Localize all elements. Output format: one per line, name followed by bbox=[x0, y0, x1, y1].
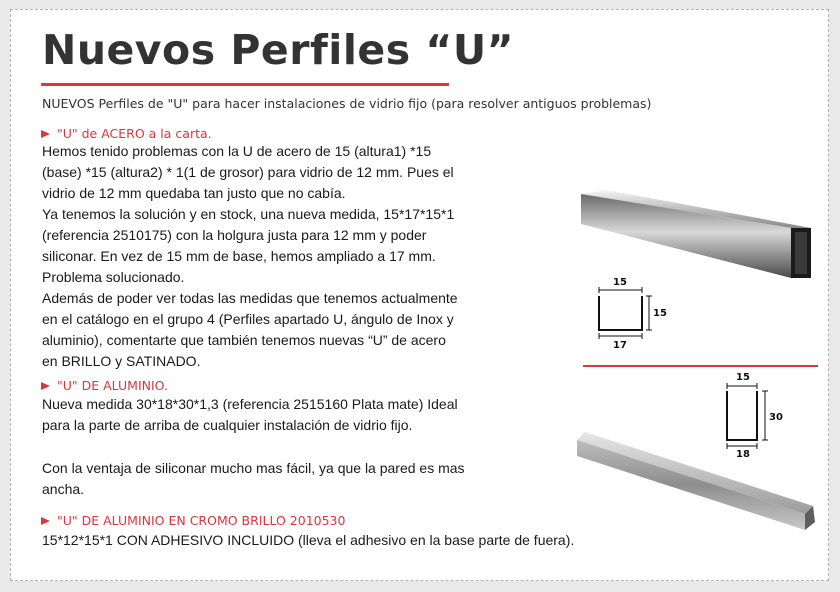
section-heading-cromo bbox=[41, 513, 345, 528]
text-line: (referencia 2510175) con la holgura justa para 12 mm y poder bbox=[42, 227, 427, 243]
triangle-bullet-icon bbox=[41, 517, 50, 525]
text-line: Además de poder ver todas las medidas que tenemos actualmente bbox=[42, 290, 458, 306]
steel-u-profile-image bbox=[579, 188, 819, 280]
triangle-bullet-icon bbox=[41, 382, 50, 390]
section-body-acero bbox=[42, 141, 458, 372]
section-body-aluminio bbox=[42, 394, 458, 436]
section-heading-aluminio bbox=[41, 378, 168, 393]
page-subtitle: NUEVOS Perfiles de "U" para hacer instalaciones de vidrio fijo (para resolver antiguos problemas) bbox=[42, 96, 652, 111]
triangle-bullet-icon bbox=[41, 130, 50, 138]
text-line: Problema solucionado. bbox=[42, 269, 185, 285]
title-underline bbox=[41, 83, 449, 86]
section-heading-label: "U" de ACERO a la carta. bbox=[57, 126, 212, 141]
text-line: en el catálogo en el grupo 4 (Perfiles apartado U, ángulo de Inox y bbox=[42, 311, 454, 327]
text-line: siliconar. En vez de 15 mm de base, hemos ampliado a 17 mm. bbox=[42, 248, 436, 264]
text-line: ancha. bbox=[42, 481, 85, 497]
text-line: (base) *15 (altura2) * 1(1 de grosor) para vidrio de 12 mm. Pues el bbox=[42, 164, 454, 180]
text-line: Con la ventaja de siliconar mucho mas fácil, ya que la pared es mas bbox=[42, 460, 465, 476]
page-title: Nuevos Perfiles “U” bbox=[42, 26, 515, 74]
dim-top-label: 15 bbox=[736, 372, 750, 383]
text-line: aluminio), comentarte que también tenemos nuevas “U” de acero bbox=[42, 332, 446, 348]
dim-bottom-label: 17 bbox=[613, 340, 627, 350]
section-body-aluminio-2 bbox=[42, 458, 465, 500]
section-heading-label: "U" DE ALUMINIO EN CROMO BRILLO 2010530 bbox=[57, 513, 346, 528]
dim-bottom-label: 18 bbox=[736, 449, 750, 458]
text-line: en BRILLO y SATINADO. bbox=[42, 353, 201, 369]
side-divider bbox=[583, 365, 818, 367]
dim-top-label: 15 bbox=[613, 277, 627, 288]
text-line: Hemos tenido problemas con la U de acero de 15 (altura1) *15 bbox=[42, 143, 432, 159]
section-heading-acero bbox=[41, 126, 212, 141]
dim-side-label: 15 bbox=[653, 308, 667, 319]
text-line: vidrio de 12 mm quedaba tan justo que no cabía. bbox=[42, 185, 346, 201]
text-line: 15*12*15*1 CON ADHESIVO INCLUIDO (lleva el adhesivo en la base parte de fuera). bbox=[42, 532, 575, 548]
dim-side-label: 30 bbox=[769, 412, 783, 423]
steel-u-dimension-diagram bbox=[589, 272, 669, 350]
section-heading-label: "U" DE ALUMINIO. bbox=[57, 378, 168, 393]
info-card bbox=[10, 9, 829, 581]
text-line: Nueva medida 30*18*30*1,3 (referencia 2515160 Plata mate) Ideal bbox=[42, 396, 458, 412]
text-line: para la parte de arriba de cualquier instalación de vidrio fijo. bbox=[42, 417, 413, 433]
text-line: Ya tenemos la solución y en stock, una nueva medida, 15*17*15*1 bbox=[42, 206, 455, 222]
aluminium-u-profile-image bbox=[577, 430, 821, 534]
section-body-cromo bbox=[42, 530, 574, 551]
